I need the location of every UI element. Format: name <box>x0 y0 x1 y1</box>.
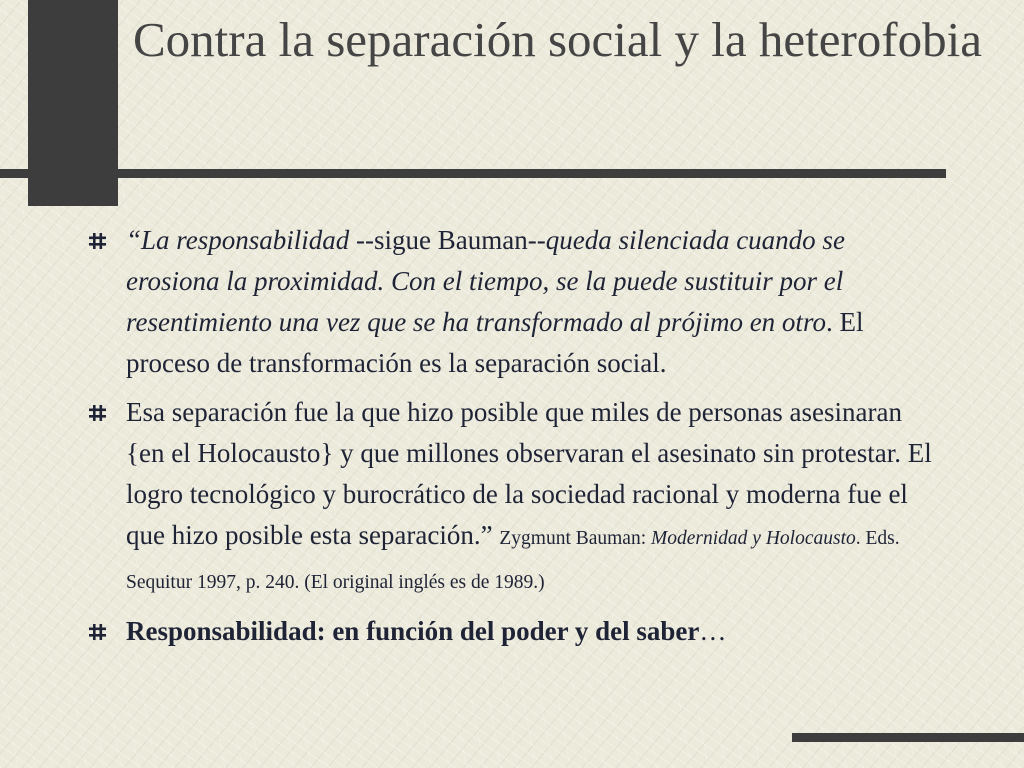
quote-italic-text: queda silenciada cuando se erosiona la proximidad. Con el tiempo, se la puede sustituir por el resentimiento una vez que se ha transformado al prójimo en otro <box>126 225 845 337</box>
citation-book-title: Modernidad y Holocausto <box>651 528 856 549</box>
title-divider-rule <box>0 169 946 178</box>
slide-content <box>88 220 938 660</box>
quote-attribution-text: --sigue Bauman-- <box>356 225 546 255</box>
citation-author: Zygmunt Bauman: <box>499 528 652 549</box>
responsibility-bold-text: Responsabilidad: en función del poder y del saber <box>126 616 700 646</box>
bullet-text <box>126 397 932 594</box>
hash-bullet-icon <box>89 624 106 640</box>
ellipsis-text: … <box>699 616 727 646</box>
bullet-item-separation <box>88 392 938 603</box>
bullet-item-quote <box>88 220 938 384</box>
quote-italic-text: “La responsabilidad <box>126 225 357 255</box>
hash-bullet-icon <box>89 233 106 249</box>
bottom-accent-rule <box>792 733 1024 742</box>
slide-title: Contra la separación social y la heterofobia <box>133 12 982 67</box>
citation-details: . Eds. Sequitur 1997, p. 240. (El original inglés es de 1989.) <box>126 528 900 593</box>
quote-plain-text: Esa separación fue la que hizo posible que miles de personas asesinaran {en el Holocausto} y que millones observaran el asesinato sin protestar. El logro tecnológico y burocrático de la sociedad racional y moderna fue el que hizo posible esta separación.” <box>126 397 932 550</box>
bullet-item-responsibility <box>88 611 938 652</box>
bullet-text <box>126 616 726 646</box>
hash-bullet-icon <box>89 405 106 421</box>
quote-plain-text: . El proceso de transformación es la separación social. <box>126 307 864 378</box>
bullet-text <box>126 225 863 378</box>
